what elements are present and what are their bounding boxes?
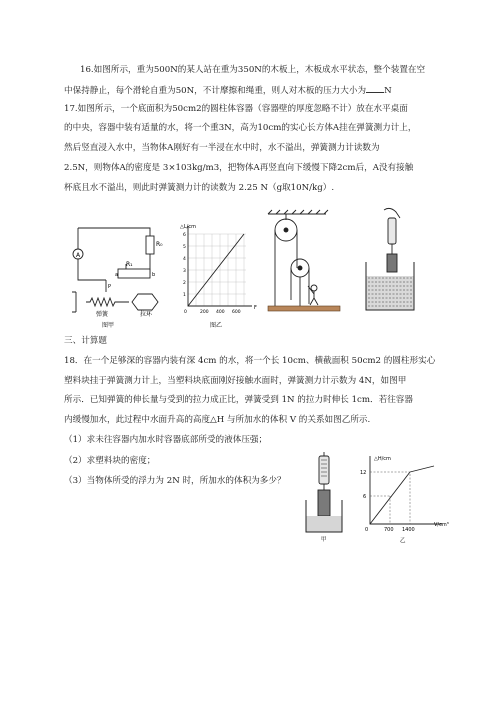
figure-q18-a-caption: 甲: [321, 537, 327, 543]
figure-1-caption: 图甲: [102, 322, 115, 329]
figure-pulley: [266, 210, 346, 318]
q18-water: [307, 516, 342, 532]
y-tick: 12: [360, 470, 367, 476]
p-label: P: [108, 284, 112, 290]
y-tick: 6: [363, 494, 367, 500]
figure-q18-a: [302, 452, 346, 542]
graph-1-y-label: △L/cm: [180, 224, 196, 230]
origin-label: 0: [365, 527, 369, 533]
q18-sub-1: （1）求未往容器内加水时容器底部所受的液体压强；: [64, 435, 268, 445]
section-title: 三、计算题: [64, 336, 107, 346]
ring-label: 拉环: [140, 311, 153, 318]
x-tick: 1400: [402, 527, 415, 533]
q18-sub-2: （2）求塑料块的密度；: [64, 456, 156, 466]
q17-line-4: 2.5N，则物体A的密度是 3×103kg/m3，把物体A再竖直向下缓慢下降2cm后，A没有接触: [64, 163, 414, 173]
r1-label: R₁: [126, 261, 133, 268]
x-tick: 400: [216, 310, 225, 315]
y-tick: 6: [183, 233, 186, 238]
answer-blank: [366, 83, 384, 93]
q18-spring-scale-diagram: [302, 452, 346, 542]
q18-line-3: 所示．已知弹簧的伸长量与受到的拉力成正比，弹簧受到 1N 的拉力时伸长 1cm．若往容器: [64, 395, 413, 405]
figure-graph-1: [176, 220, 262, 330]
figure-circuit: [66, 218, 170, 330]
q17-line-2: 的中央，容器中装有适量的水，将一个重3N，高为10cm的实心长方体A挂在弹簧测力计上，: [64, 123, 417, 133]
figure-q18-b-caption: 乙: [400, 538, 406, 544]
figure-spring-scale-beaker: [362, 206, 418, 318]
pulley-diagram: [266, 210, 346, 318]
y-tick: 2: [183, 281, 186, 286]
graph-dl-vs-f: [176, 220, 262, 330]
graph-2-x-label: V/cm³: [434, 522, 449, 528]
spring-scale-beaker-diagram: [362, 206, 418, 318]
spring-label: 弹簧: [96, 311, 109, 318]
q18-line-1: 18．在一个足够深的容器内装有深 4cm 的水，将一个长 10cm、横截面积 50cm2 的圆柱形实心: [64, 356, 436, 366]
graph-2-y-label: △H/cm: [374, 456, 391, 462]
q17-line-5: 杯底且水不溢出，则此时弹簧测力计的读数为 2.25 N（g取10N/kg）.: [64, 183, 335, 193]
figure-2-caption: 图乙: [210, 322, 223, 329]
q17-line-3: 然后竖直浸入水中，当物体A刚好有一半浸在水中时，水不溢出，弹簧测力计读数为: [64, 143, 380, 153]
x-tick: 200: [200, 310, 209, 315]
q18-line-2: 塑料块挂于弹簧测力计上，当塑料块底面刚好接触水面时，弹簧测力计示数为 4N，如图甲: [64, 376, 407, 386]
y-tick: 5: [183, 245, 186, 250]
b-label: b: [152, 272, 156, 278]
x-tick: 600: [232, 310, 241, 315]
q17-line-1: 17.如图所示，一个底面积为50cm2的圆柱体容器（容器壁的厚度忽略不计）放在水平桌面: [64, 104, 408, 114]
graph-1-x-label: F: [254, 305, 257, 311]
y-tick: 1: [183, 293, 186, 298]
figure-q18-b: [352, 452, 452, 544]
q16-line-1: 16.如图所示，重为500N的某人站在重为350N的木板上，木板成水平状态，整个装置在空: [80, 65, 426, 75]
q16-line-2: [64, 83, 392, 97]
q18-sub-3: （3）当物体所受的浮力为 2N 时，所加水的体积为多少？: [64, 476, 286, 486]
circuit-diagram: [66, 218, 170, 330]
wooden-board: [268, 306, 340, 311]
y-tick: 4: [183, 257, 186, 262]
x-tick: 700: [384, 527, 394, 533]
q16-line-2-text: 中保持静止，每个滑轮自重为50N，不计摩擦和绳重，则人对木板的压力大小为: [64, 86, 367, 96]
q18-line-4: 内缓慢加水，此过程中水面升高的高度△H 与所加水的体积 V 的关系如图乙所示.: [64, 415, 371, 425]
origin-label: 0: [184, 310, 187, 315]
a-label: a: [115, 272, 119, 278]
graph-dh-vs-v: [352, 452, 452, 544]
r0-label: R₀: [156, 241, 163, 248]
water: [367, 276, 414, 310]
ammeter-label: A: [75, 252, 81, 259]
q16-unit: N: [384, 86, 392, 96]
y-tick: 3: [183, 269, 186, 274]
